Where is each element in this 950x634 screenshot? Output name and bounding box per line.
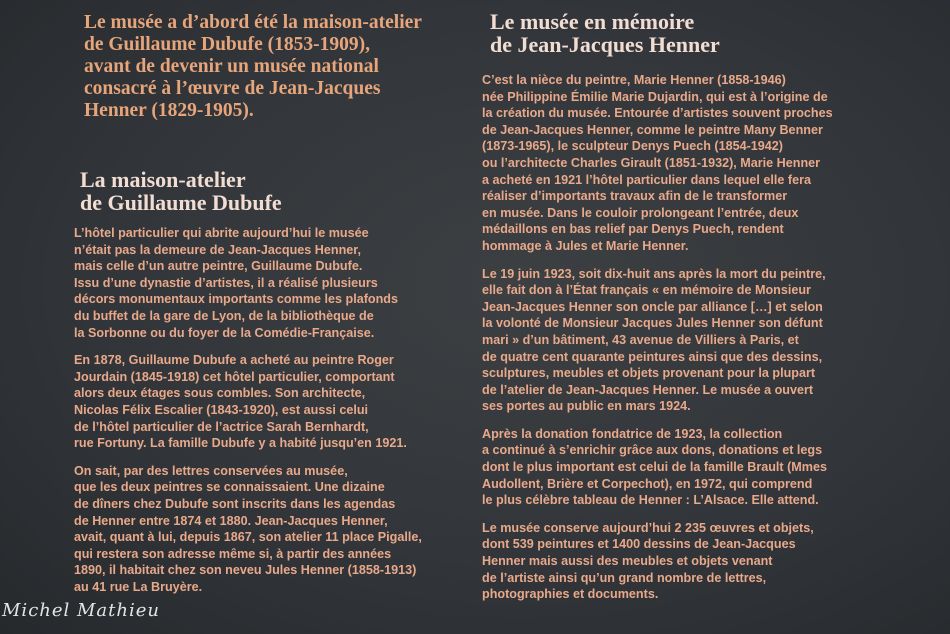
text-line: que les deux peintres se connaissaient. Une dizaine	[74, 480, 385, 495]
heading-line: La maison-atelier	[80, 167, 246, 192]
section-heading-musee-memoire	[490, 10, 892, 56]
text-line: Le 19 juin 1923, soit dix-huit ans après la mort du peintre,	[482, 266, 826, 281]
text-line: L’hôtel particulier qui abrite aujourd’hui le musée	[74, 226, 369, 240]
photographer-signature-watermark: Michel Mathieu	[2, 600, 160, 621]
text-line: Après la donation fondatrice de 1923, la collection	[482, 426, 783, 441]
text-line: C’est la nièce du peintre, Marie Henner (1858-1946)	[482, 73, 786, 87]
heading-line: de Jean-Jacques Henner	[490, 32, 720, 57]
text-line: ses portes au public en mars 1924.	[482, 399, 691, 414]
text-line: décors monumentaux importants comme les plafonds	[74, 292, 399, 307]
intro-text	[84, 12, 446, 122]
paragraph	[74, 463, 446, 596]
text-line: mari » d’un bâtiment, 43 avenue de Villiers à Paris, et	[482, 332, 799, 347]
left-column	[74, 12, 446, 606]
text-line: dont 539 peintures et 1400 dessins de Jean-Jacques	[482, 537, 796, 552]
text-line: médaillons en bas relief par Denys Puech, rendent	[482, 222, 784, 237]
text-line: réaliser d’importants travaux afin de le transformer	[482, 189, 788, 204]
text-line: Nicolas Félix Escalier (1843-1920), est aussi celui	[74, 402, 369, 417]
text-line: Audollent, Brière et Corpechot), en 1972, qui comprend	[482, 476, 813, 491]
text-line: de l’hôtel particulier de l’actrice Sarah Bernhardt,	[74, 419, 369, 434]
text-line: En 1878, Guillaume Dubufe a acheté au peintre Roger	[74, 353, 394, 368]
text-line: en musée. Dans le couloir prolongeant l’entrée, deux	[482, 205, 799, 220]
text-line: (1873-1965), le sculpteur Denys Puech (1854-1942)	[482, 139, 784, 154]
text-line: hommage à Jules et Marie Henner.	[482, 238, 689, 253]
text-line: photographies et documents.	[482, 587, 659, 602]
text-line: de Henner entre 1874 et 1880. Jean-Jacques Henner,	[74, 513, 388, 528]
text-line: de dîners chez Dubufe sont inscrits dans les agendas	[74, 496, 396, 511]
right-column	[482, 10, 892, 614]
text-line: Issu d’une dynastie d’artistes, il a réalisé plusieurs	[74, 275, 378, 290]
text-line: Jean-Jacques Henner son oncle par alliance […] et selon	[482, 299, 823, 314]
text-line: mais celle d’un autre peintre, Guillaume Dubufe.	[74, 259, 363, 274]
text-line: Jourdain (1845-1918) cet hôtel particulier, comportant	[74, 369, 395, 384]
paragraph	[482, 520, 892, 603]
text-line: rue Fortuny. La famille Dubufe y a habité jusqu’en 1921.	[74, 436, 407, 451]
text-line: ou l’architecte Charles Girault (1851-1932), Marie Henner	[482, 155, 821, 170]
intro-line: de Guillaume Dubufe (1853-1909),	[84, 34, 371, 55]
intro-line: avant de devenir un musée national	[84, 56, 379, 77]
text-line: née Philippine Émilie Marie Dujardin, qui est à l’origine de	[482, 89, 828, 104]
text-line: de l’atelier de Jean-Jacques Henner. Le musée a ouvert	[482, 382, 814, 397]
paragraph	[482, 426, 892, 509]
text-line: Le musée conserve aujourd’hui 2 235 œuvres et objets,	[482, 520, 814, 535]
paragraph	[74, 352, 446, 452]
text-line: elle fait don à l’État français « en mémoire de Monsieur	[482, 283, 811, 298]
section-heading-maison-atelier	[80, 168, 446, 214]
text-line: au 41 rue La Bruyère.	[74, 579, 203, 594]
text-line: de l’artiste ainsi qu’un grand nombre de lettres,	[482, 570, 767, 585]
paragraph	[482, 72, 892, 255]
text-line: du buffet de la gare de Lyon, de la bibliothèque de	[74, 308, 374, 323]
heading-line: de Guillaume Dubufe	[80, 190, 282, 215]
text-line: a continué à s’enrichir grâce aux dons, donations et legs	[482, 443, 823, 458]
text-line: le plus célèbre tableau de Henner : L’Alsace. Elle attend.	[482, 493, 819, 508]
intro-line: Henner (1829-1905).	[84, 100, 254, 121]
text-line: n’était pas la demeure de Jean-Jacques Henner,	[74, 242, 361, 257]
heading-line: Le musée en mémoire	[490, 9, 695, 34]
text-line: la création du musée. Entourée d’artistes souvent proches	[482, 106, 833, 121]
text-line: avait, quant à lui, depuis 1867, son atelier 11 place Pigalle,	[74, 530, 422, 545]
intro-line: Le musée a d’abord été la maison-atelier	[84, 12, 422, 33]
text-line: a acheté en 1921 l’hôtel particulier dans lequel elle fera	[482, 172, 811, 187]
paragraph	[74, 225, 446, 341]
text-line: de quatre cent quarante peintures ainsi que des dessins,	[482, 349, 823, 364]
text-line: la volonté de Monsieur Jacques Jules Henner son défunt	[482, 316, 823, 331]
text-line: alors deux étages sous combles. Son architecte,	[74, 386, 366, 401]
paragraph	[482, 266, 892, 415]
text-line: sculptures, meubles et objets provenant pour la plupart	[482, 366, 816, 381]
intro-line: consacré à l’œuvre de Jean-Jacques	[84, 78, 381, 99]
text-line: qui restera son adresse même si, à partir des années	[74, 546, 392, 561]
text-line: Henner mais aussi des meubles et objets venant	[482, 554, 773, 569]
text-line: dont le plus important est celui de la famille Brault (Mmes	[482, 460, 827, 475]
text-line: la Sorbonne ou du foyer de la Comédie-Française.	[74, 325, 375, 340]
text-line: 1890, il habitait chez son neveu Jules Henner (1858-1913)	[74, 563, 417, 578]
text-line: de Jean-Jacques Henner, comme le peintre Many Benner	[482, 122, 823, 137]
text-line: On sait, par des lettres conservées au musée,	[74, 463, 348, 478]
